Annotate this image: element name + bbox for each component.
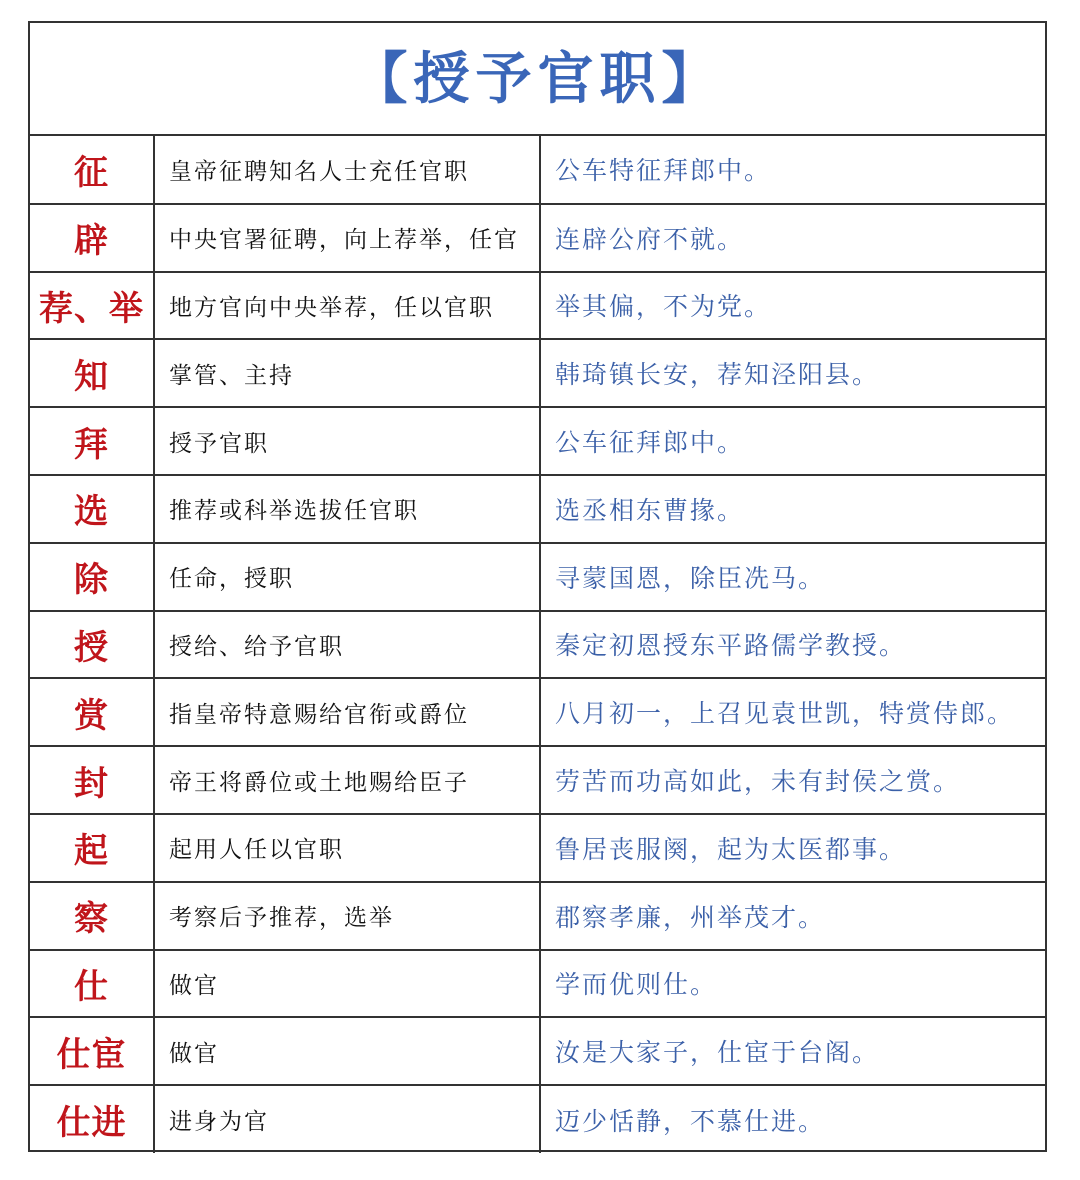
term-cell: 起 [30,814,154,882]
page-title: 【授予官职】 [351,45,724,112]
meaning-cell: 指皇帝特意赐给官衔或爵位 [154,678,540,746]
example-cell: 迈少恬静，不慕仕进。 [555,1106,826,1136]
table-row [30,407,1045,475]
table-row [30,272,1045,340]
meaning-cell: 考察后予推荐，选举 [154,882,540,950]
table-row [30,136,1045,204]
meaning-cell: 中央官署征聘，向上荐举，任官 [154,204,540,272]
meaning-cell: 地方官向中央举荐，任以官职 [154,272,540,340]
term-cell: 仕进 [30,1085,154,1153]
meaning-cell: 起用人任以官职 [154,814,540,882]
term-cell: 仕宦 [30,1017,154,1085]
meaning-cell: 授予官职 [154,407,540,475]
table-row [30,882,1045,950]
table-row [30,950,1045,1018]
term-cell: 察 [30,882,154,950]
title-row [30,23,1045,136]
term-table-body [30,136,1045,1153]
term-cell: 除 [30,543,154,611]
table-row [30,475,1045,543]
meaning-cell: 授给、给予官职 [154,611,540,679]
meaning-cell: 帝王将爵位或土地赐给臣子 [154,746,540,814]
table-row [30,678,1045,746]
example-cell: 韩琦镇长安，荐知泾阳县。 [540,339,1045,407]
term-cell: 知 [30,339,154,407]
meaning-cell: 做官 [154,950,540,1018]
term-cell: 辟 [30,204,154,272]
term-cell: 选 [30,475,154,543]
term-table [30,136,1045,1153]
table-row [30,204,1045,272]
vocabulary-sheet [28,21,1047,1152]
meaning-cell: 推荐或科举选拔任官职 [154,475,540,543]
term-cell: 仕 [30,950,154,1018]
table-row [30,746,1045,814]
table-row [30,1017,1045,1085]
meaning-cell: 皇帝征聘知名人士充任官职 [154,136,540,204]
term-cell: 封 [30,746,154,814]
table-row [30,543,1045,611]
table-row [30,611,1045,679]
example-cell: 秦定初恩授东平路儒学教授。 [540,611,1045,679]
table-row [30,814,1045,882]
table-row [30,339,1045,407]
example-cell: 郡察孝廉，州举茂才。 [540,882,1045,950]
meaning-cell: 做官 [154,1017,540,1085]
term-cell: 征 [30,136,154,204]
meaning-cell: 进身为官 [154,1085,540,1153]
example-cell: 寻蒙国恩，除臣冼马。 [540,543,1045,611]
term-cell: 赏 [30,678,154,746]
example-cell: 连辟公府不就。 [540,204,1045,272]
meaning-cell: 任命，授职 [154,543,540,611]
example-cell: 鲁居丧服阕，起为太医都事。 [540,814,1045,882]
term-cell: 授 [30,611,154,679]
example-cell: 学而优则仕。 [540,950,1045,1018]
example-cell: 八月初一，上召见袁世凯，特赏侍郎。 [540,678,1045,746]
term-cell: 拜 [30,407,154,475]
example-cell: 公车征拜郎中。 [540,407,1045,475]
example-cell: 公车特征拜郎中。 [540,136,1045,204]
term-cell: 荐、举 [30,272,154,340]
example-cell: 劳苦而功高如此，未有封侯之赏。 [540,746,1045,814]
example-cell: 选丞相东曹掾。 [540,475,1045,543]
example-cell: 汝是大家子，仕宦于台阁。 [540,1017,1045,1085]
meaning-cell: 掌管、主持 [154,339,540,407]
table-row [30,1085,1045,1153]
example-cell: 举其偏，不为党。 [540,272,1045,340]
